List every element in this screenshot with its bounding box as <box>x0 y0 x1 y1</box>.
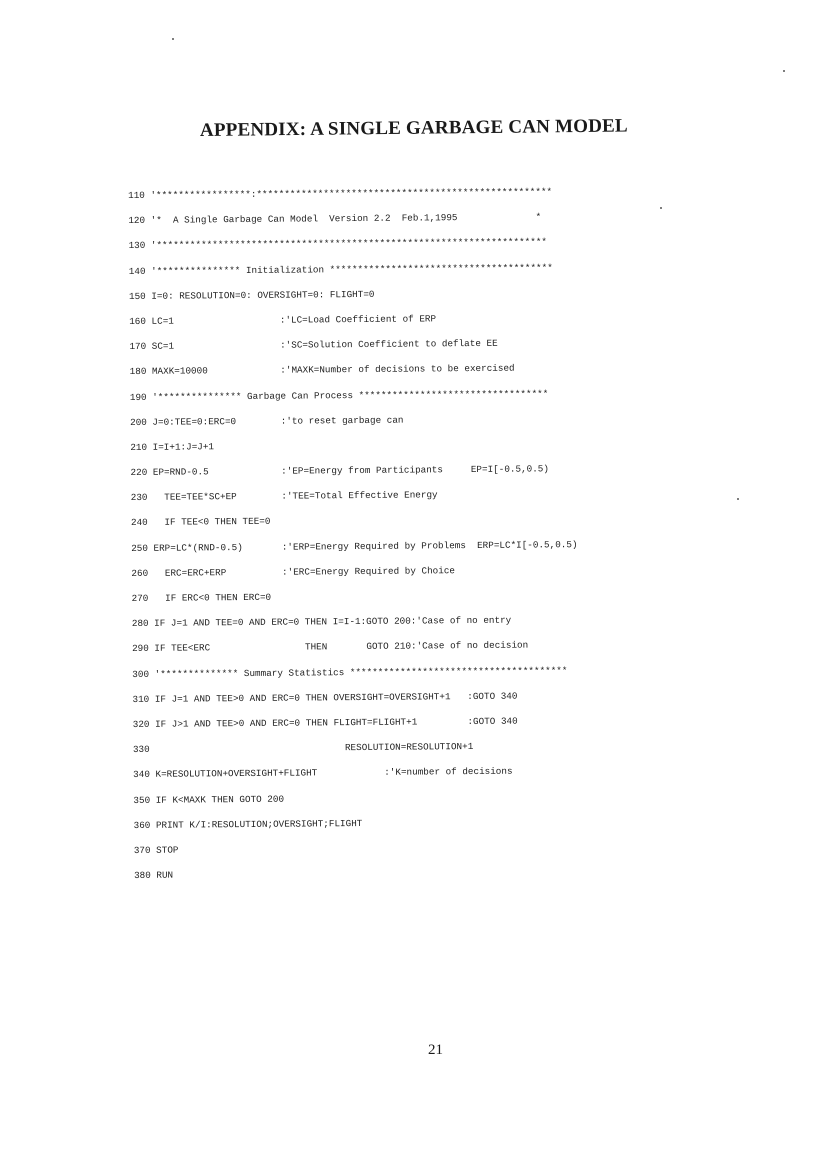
code-line: 330 RESOLUTION=RESOLUTION+1 <box>132 741 474 756</box>
code-line: 230 TEE=TEE*SC+EP :'TEE=Total Effective Energy <box>130 489 438 504</box>
basic-code-listing <box>128 178 694 888</box>
code-line: 350 IF K<MAXK THEN GOTO 200 <box>133 793 285 806</box>
code-line: 370 STOP <box>133 844 179 856</box>
code-line: 290 IF TEE<ERC THEN GOTO 210:'Case of no decision <box>132 639 529 655</box>
scan-speck <box>783 70 785 72</box>
code-line: 360 PRINT K/I:RESOLUTION;OVERSIGHT;FLIGHT <box>133 817 363 831</box>
code-line: 150 I=0: RESOLUTION=0: OVERSIGHT=0: FLIGHT=0 <box>128 288 375 302</box>
code-line: 240 IF TEE<0 THEN TEE=0 <box>130 516 271 529</box>
code-line: 250 ERP=LC*(RND-0.5) :'ERP=Energy Required by Problems ERP=LC*I[-0.5,0.5) <box>131 538 578 554</box>
code-line: 300 '************** Summary Statistics *************************************** <box>132 664 568 680</box>
code-line: 170 SC=1 :'SC=Solution Coefficient to deflate EE <box>129 337 498 353</box>
code-line: 280 IF J=1 AND TEE=0 AND ERC=0 THEN I=I-1:GOTO 200:'Case of no entry <box>131 614 512 630</box>
page-title: APPENDIX: A SINGLE GARBAGE CAN MODEL <box>199 115 628 141</box>
code-line: 120 '* A Single Garbage Can Model Version 2.2 Feb.1,1995 * <box>128 211 542 227</box>
code-line: 160 LC=1 :'LC=Load Coefficient of ERP <box>129 313 437 327</box>
scan-speck <box>737 498 739 500</box>
code-line: 320 IF J>1 AND TEE>0 AND ERC=0 THEN FLIGHT=FLIGHT+1 :GOTO 340 <box>132 715 518 730</box>
page-number: 21 <box>428 1042 443 1058</box>
code-line: 130 '********************************************************************** <box>128 236 548 252</box>
code-line: 180 MAXK=10000 :'MAXK=Number of decisions to be exercised <box>129 362 515 378</box>
code-line: 270 IF ERC<0 THEN ERC=0 <box>131 591 272 604</box>
code-line: 110 '*****************:***************************************************** <box>128 186 553 201</box>
code-line: 310 IF J=1 AND TEE>0 AND ERC=0 THEN OVERSIGHT=OVERSIGHT+1 :GOTO 340 <box>132 690 518 705</box>
code-line: 220 EP=RND-0.5 :'EP=Energy from Participants EP=I[-0.5,0.5) <box>130 463 549 479</box>
code-line: 210 I=I+1:J=J+1 <box>130 441 215 453</box>
code-line: 260 ERC=ERC+ERP :'ERC=Energy Required by Choice <box>131 564 456 579</box>
code-line: 140 '*************** Initialization **************************************** <box>128 261 553 277</box>
scan-speck <box>172 38 174 40</box>
scan-speck <box>660 207 662 209</box>
code-line: 200 J=0:TEE=0:ERC=0 :'to reset garbage can <box>130 414 404 428</box>
code-line: 340 K=RESOLUTION+OVERSIGHT+FLIGHT :'K=number of decisions <box>133 765 513 781</box>
code-line: 190 '*************** Garbage Can Process ********************************** <box>129 387 549 403</box>
code-line: 380 RUN <box>133 869 174 882</box>
